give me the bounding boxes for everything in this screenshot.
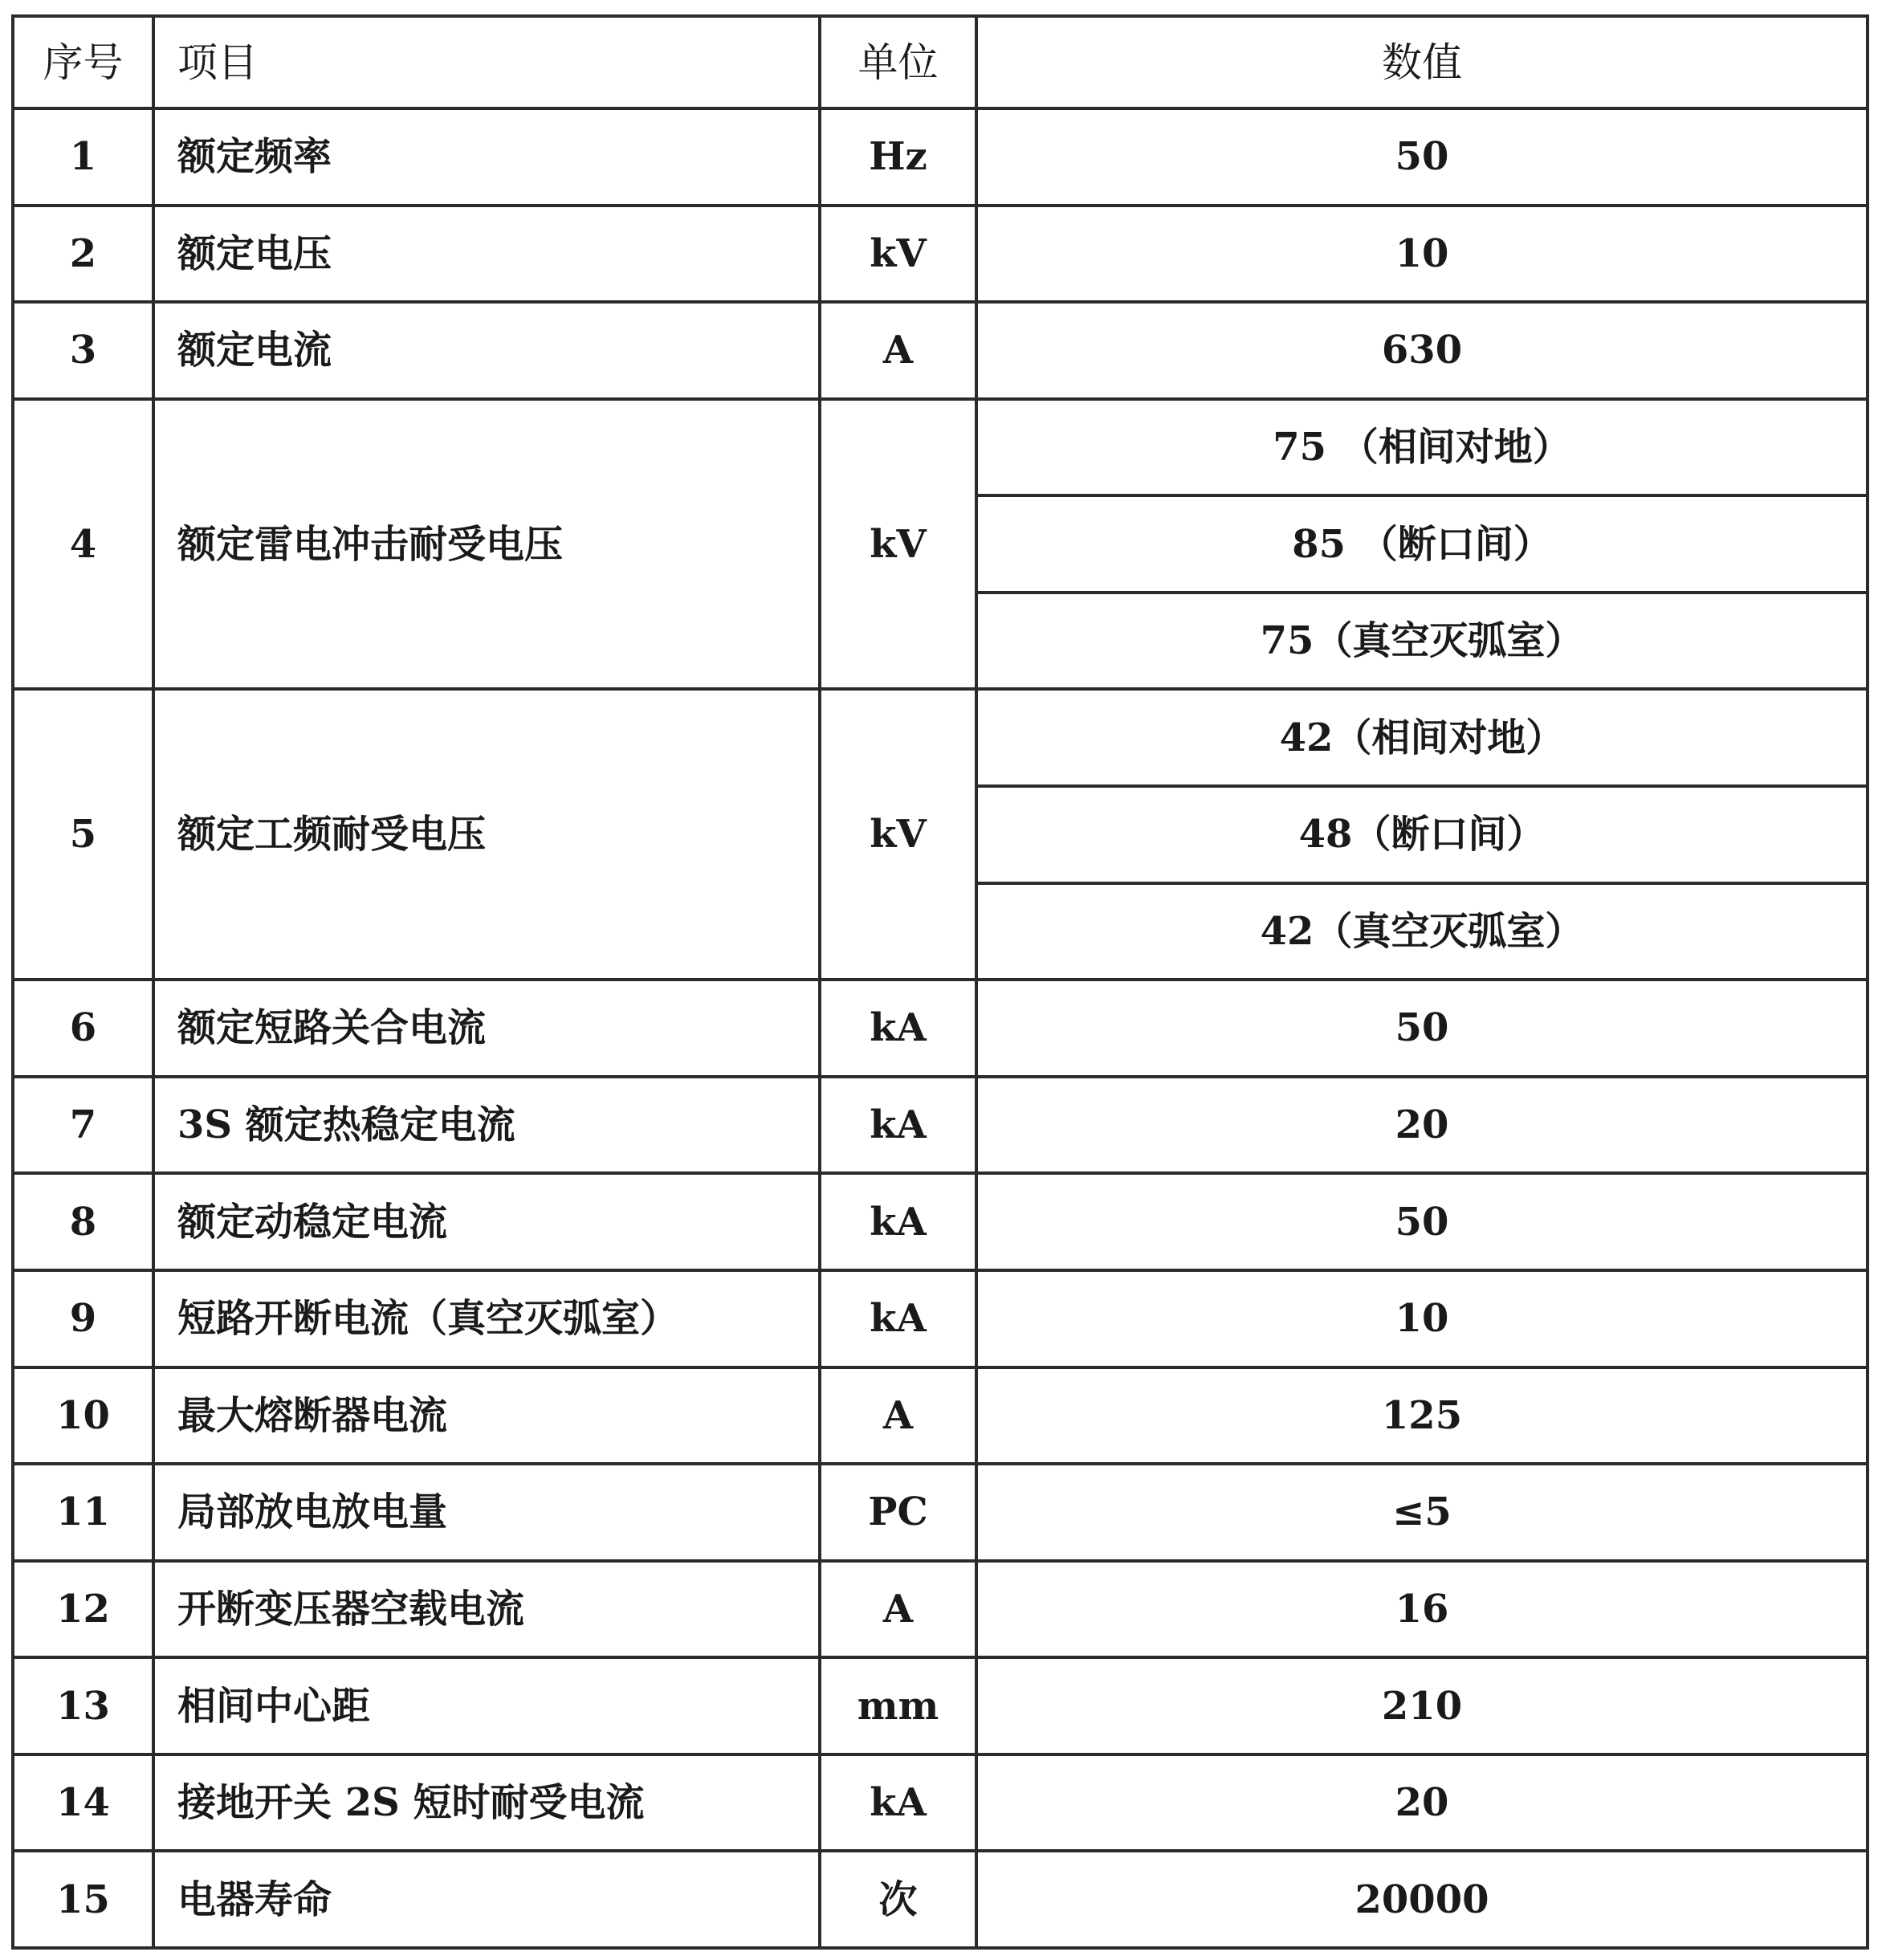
row-item: 额定频率 — [153, 108, 820, 206]
row-value: 16 — [976, 1561, 1868, 1658]
table-row — [13, 1754, 1868, 1852]
row-value: 50 — [976, 980, 1868, 1077]
row-index: 4 — [13, 399, 153, 690]
row-item: 接地开关 2S 短时耐受电流 — [153, 1754, 820, 1852]
row-item: 开断变压器空载电流 — [153, 1561, 820, 1658]
table-row — [13, 1173, 1868, 1270]
table-row — [13, 108, 1868, 206]
row-unit: A — [820, 1561, 976, 1658]
row-item: 额定雷电冲击耐受电压 — [153, 399, 820, 690]
row-index: 12 — [13, 1561, 153, 1658]
row-unit: kA — [820, 980, 976, 1077]
row-value: 48（断口间） — [976, 786, 1868, 883]
row-item: 额定电流 — [153, 302, 820, 399]
row-unit: kV — [820, 399, 976, 690]
header-value: 数值 — [976, 16, 1868, 108]
row-item: 电器寿命 — [153, 1851, 820, 1948]
row-item: 相间中心距 — [153, 1657, 820, 1754]
row-value: 10 — [976, 206, 1868, 303]
row-item: 短路开断电流（真空灭弧室） — [153, 1270, 820, 1367]
row-index: 10 — [13, 1367, 153, 1465]
row-item: 额定动稳定电流 — [153, 1173, 820, 1270]
row-unit: kA — [820, 1754, 976, 1852]
row-value: 20000 — [976, 1851, 1868, 1948]
row-unit: kA — [820, 1077, 976, 1174]
row-value: 10 — [976, 1270, 1868, 1367]
row-unit: A — [820, 302, 976, 399]
row-unit: kA — [820, 1173, 976, 1270]
row-item: 额定工频耐受电压 — [153, 689, 820, 980]
row-unit: Hz — [820, 108, 976, 206]
row-index: 3 — [13, 302, 153, 399]
table-row — [13, 1464, 1868, 1561]
header-item: 项目 — [153, 16, 820, 108]
row-item: 额定电压 — [153, 206, 820, 303]
row-index: 8 — [13, 1173, 153, 1270]
row-value: 42（相间对地） — [976, 689, 1868, 786]
row-value: 20 — [976, 1077, 1868, 1174]
header-index: 序号 — [13, 16, 153, 108]
row-unit: A — [820, 1367, 976, 1465]
header-row — [13, 16, 1868, 108]
row-index: 13 — [13, 1657, 153, 1754]
row-index: 2 — [13, 206, 153, 303]
row-value: 50 — [976, 108, 1868, 206]
row-unit: PC — [820, 1464, 976, 1561]
table-row — [13, 399, 1868, 496]
table-row — [13, 1270, 1868, 1367]
row-value: 75（真空灭弧室） — [976, 593, 1868, 690]
table-row — [13, 689, 1868, 786]
table-row — [13, 1561, 1868, 1658]
row-unit: 次 — [820, 1851, 976, 1948]
row-value: ≤5 — [976, 1464, 1868, 1561]
row-unit: kV — [820, 206, 976, 303]
row-index: 5 — [13, 689, 153, 980]
table-row — [13, 1851, 1868, 1948]
row-unit: kV — [820, 689, 976, 980]
row-value: 210 — [976, 1657, 1868, 1754]
table-row — [13, 302, 1868, 399]
row-item: 局部放电放电量 — [153, 1464, 820, 1561]
row-value: 42（真空灭弧室） — [976, 883, 1868, 980]
row-index: 9 — [13, 1270, 153, 1367]
row-value: 125 — [976, 1367, 1868, 1465]
row-value: 85 （断口间） — [976, 495, 1868, 593]
row-value: 20 — [976, 1754, 1868, 1852]
table-row — [13, 206, 1868, 303]
spec-table — [11, 14, 1869, 1950]
row-index: 1 — [13, 108, 153, 206]
header-unit: 单位 — [820, 16, 976, 108]
row-value: 630 — [976, 302, 1868, 399]
table-row — [13, 1367, 1868, 1465]
row-index: 15 — [13, 1851, 153, 1948]
row-index: 11 — [13, 1464, 153, 1561]
row-index: 6 — [13, 980, 153, 1077]
row-index: 7 — [13, 1077, 153, 1174]
row-unit: kA — [820, 1270, 976, 1367]
row-value: 75 （相间对地） — [976, 399, 1868, 496]
table-row — [13, 1077, 1868, 1174]
row-unit: mm — [820, 1657, 976, 1754]
table-row — [13, 980, 1868, 1077]
row-item: 3S 额定热稳定电流 — [153, 1077, 820, 1174]
spec-body — [13, 108, 1868, 1948]
row-item: 额定短路关合电流 — [153, 980, 820, 1077]
table-row — [13, 1657, 1868, 1754]
row-item: 最大熔断器电流 — [153, 1367, 820, 1465]
row-index: 14 — [13, 1754, 153, 1852]
row-value: 50 — [976, 1173, 1868, 1270]
